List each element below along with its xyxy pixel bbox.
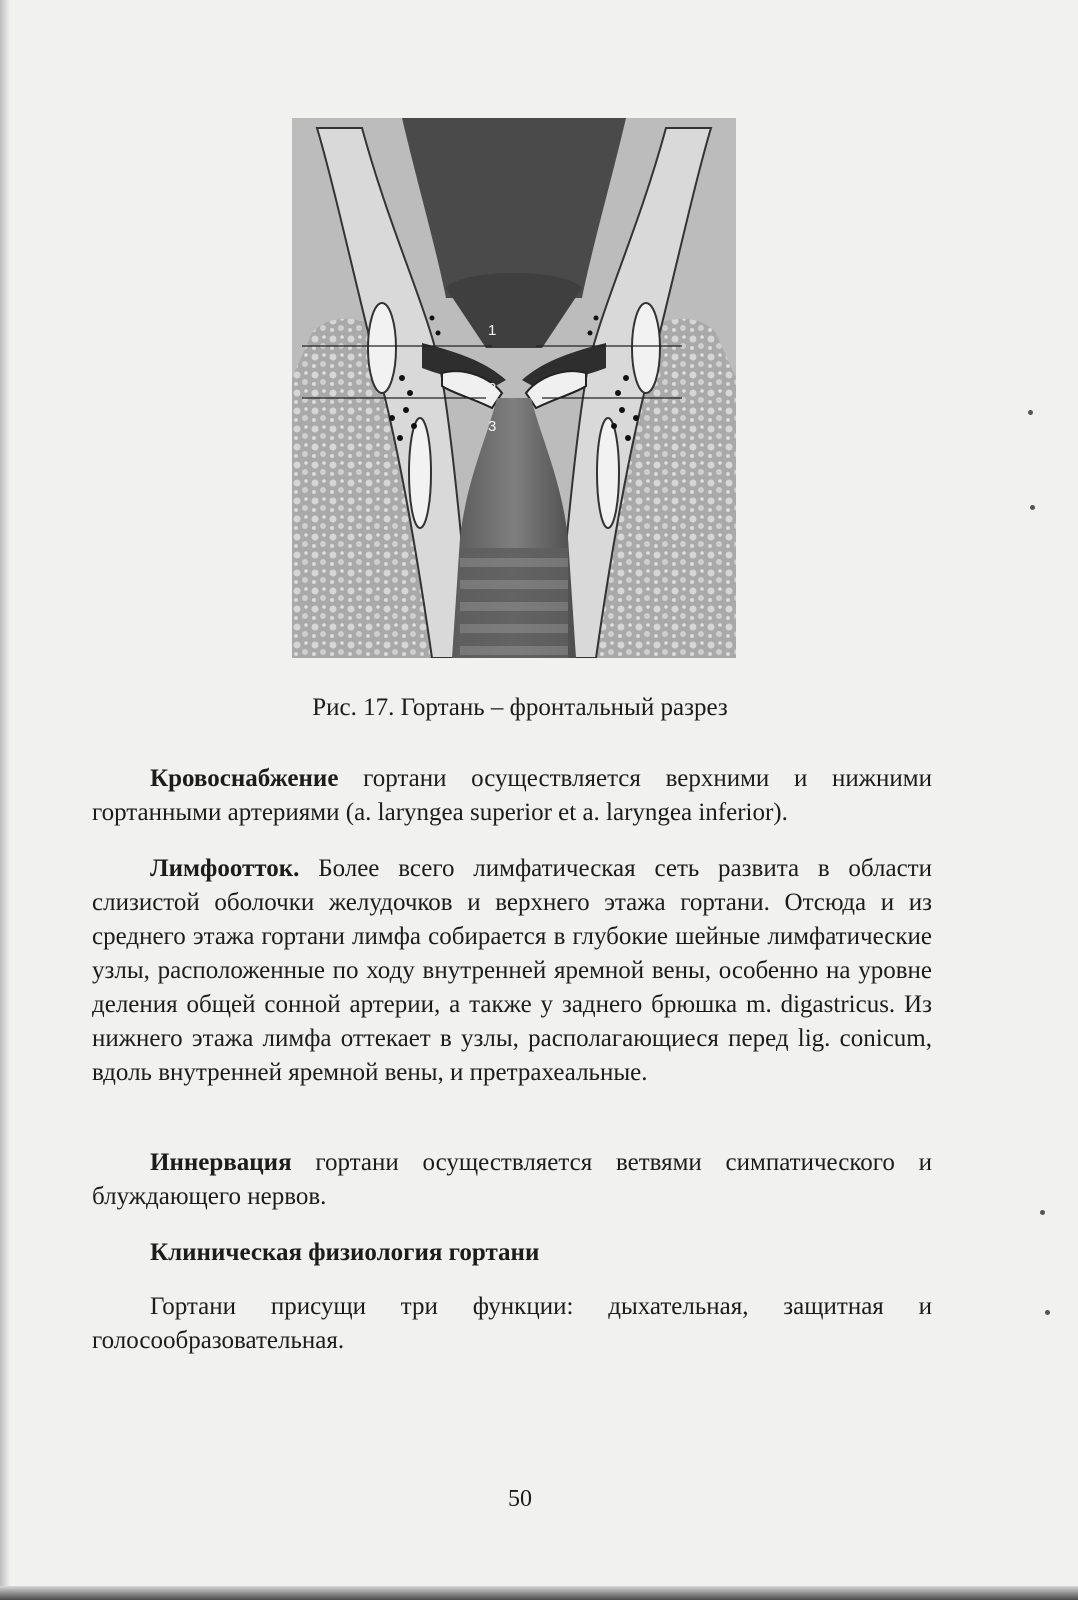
figure-label-1: 1 <box>488 322 497 339</box>
scan-speck <box>1028 410 1033 415</box>
section-title: Клиническая физиология гортани <box>150 1239 540 1266</box>
page-bottom-edge <box>0 1586 1078 1600</box>
figure-caption: Рис. 17. Гортань – фронтальный разрез <box>312 694 728 721</box>
text-functions: Гортани присущи три функции: дыхательная, защитная и голосообразовательная. <box>92 1293 932 1354</box>
page-number: 50 <box>508 1486 532 1512</box>
paragraph-functions <box>92 1290 932 1358</box>
text-lymph-drainage: Более всего лимфатическая сеть развита в области слизистой оболочки желудочков и верхнего этажа гортани. Отсюда и из среднего этажа гортани лимфа собирается в глубокие шейные лимфатические узлы, расположенные по ходу внутренней яремной вены, особенно на уровне деления общей сонной артерии, а также у заднего брюшка m. digastricus. Из нижнего этажа лимфа оттекает в узлы, располагающиеся перед lig. conicum, вдоль внутренней яремной вены, и претрахеальные. <box>92 855 932 1086</box>
figure-label-3: 3 <box>488 418 497 435</box>
scan-speck <box>1030 505 1035 510</box>
page-edge-shadow <box>0 0 10 1600</box>
term-innervation: Иннервация <box>150 1149 292 1176</box>
paragraph-blood-supply <box>92 762 932 830</box>
larynx-frontal-section-figure <box>292 118 736 658</box>
scan-speck <box>1045 1310 1050 1315</box>
figure-label-2: 2 <box>488 380 497 397</box>
scan-speck <box>1040 1210 1045 1215</box>
text-blood-supply: гортани осуществляется верхними и нижними гортанными артериями (a. laryngea superior et a. laryngea inferior). <box>92 765 932 826</box>
term-lymph-drainage: Лимфоотток. <box>150 855 300 882</box>
text-innervation: гортани осуществляется ветвями симпатического и блуждающего нервов. <box>92 1149 932 1210</box>
paragraph-innervation <box>92 1146 932 1214</box>
paragraph-lymph-drainage <box>92 852 932 1090</box>
term-blood-supply: Кровоснабжение <box>150 765 339 792</box>
